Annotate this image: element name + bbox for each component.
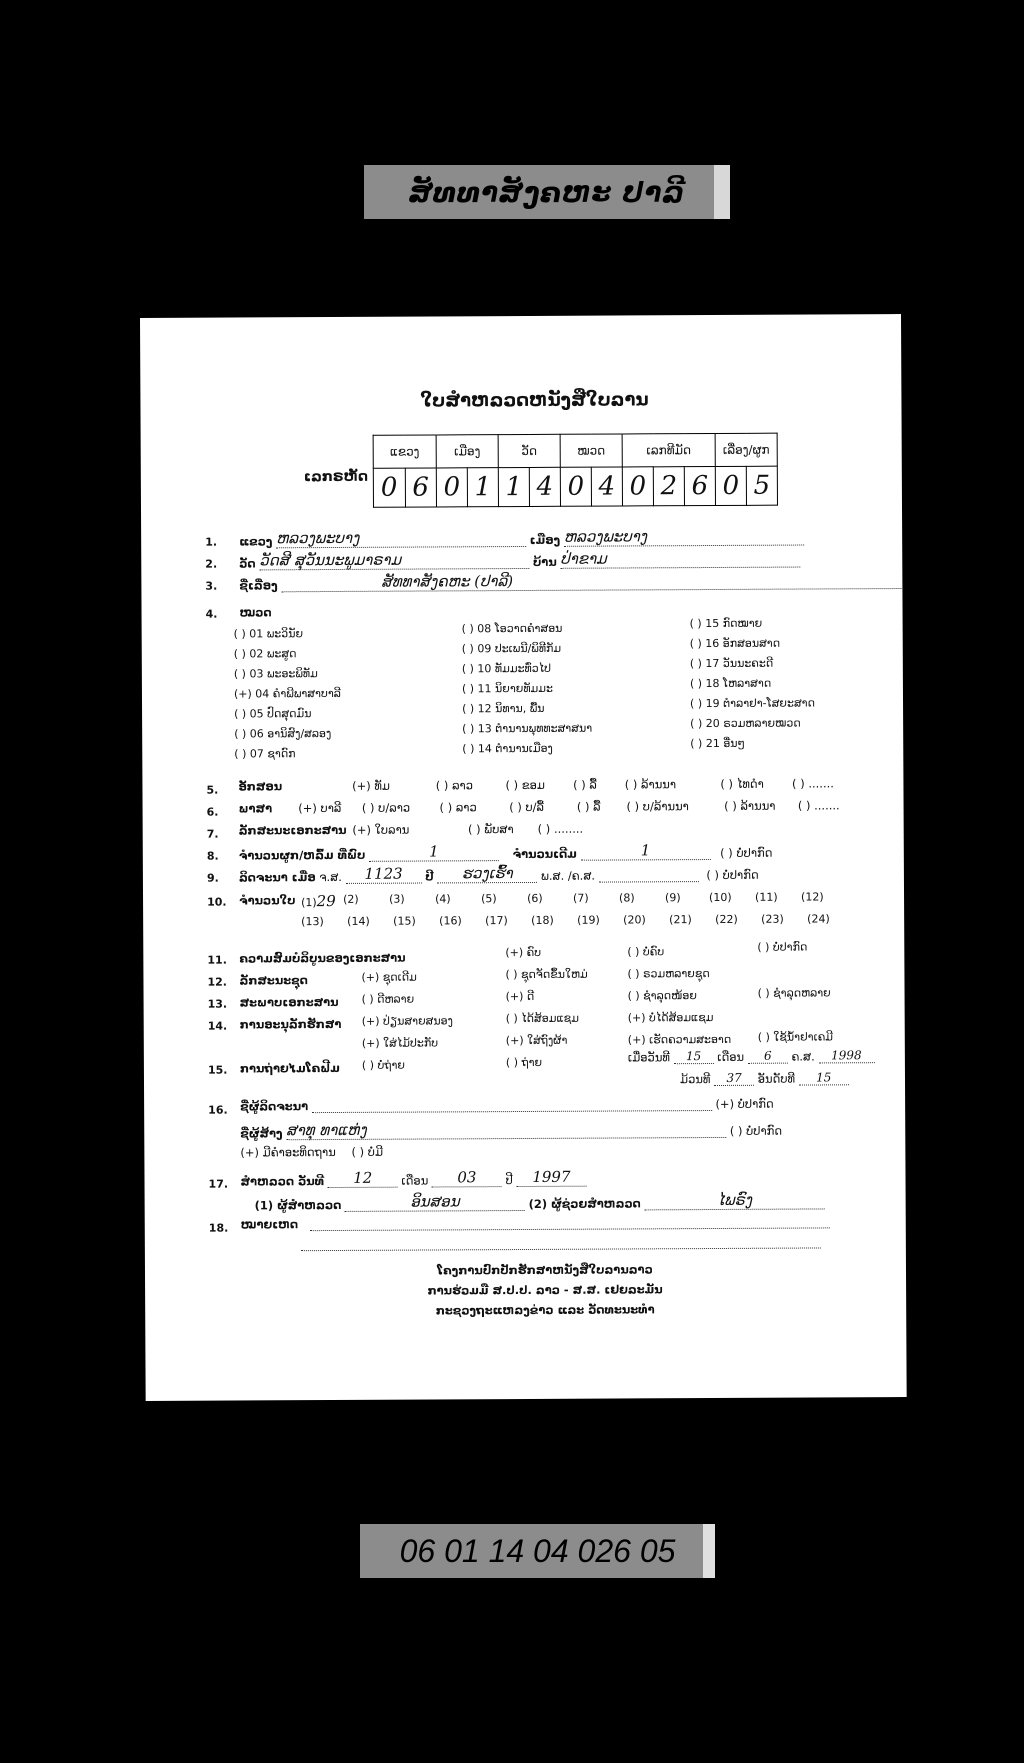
- category-option[interactable]: ( ) 03 ພະອະພິທັມ: [233, 667, 318, 681]
- conservation-option[interactable]: ( ) ໄດ້ສ້ອມແຊມ: [505, 1011, 579, 1026]
- field-material: [239, 822, 584, 838]
- field-num: 12.: [207, 975, 228, 989]
- era2-label: ພ.ສ. /ຄ.ສ.: [540, 868, 596, 883]
- code-digit: 2: [653, 467, 684, 506]
- header-bar-edge: [714, 165, 730, 219]
- code-label: ເລກຣຫັດ: [303, 468, 369, 486]
- language-option[interactable]: ( ) ລາວ: [439, 800, 477, 815]
- assistant-value: ໄພຣົງ: [644, 1190, 824, 1210]
- set-label: ລັກສະນະຊຸດ: [239, 973, 308, 988]
- category-option[interactable]: ( ) 18 ໂຫລາສາດ: [689, 676, 772, 691]
- era2-value: [599, 881, 699, 883]
- era-label: ຈ.ສ.: [319, 869, 342, 885]
- pages-slot: (17): [485, 914, 508, 928]
- scribe-unknown-option[interactable]: (+) ບໍ່ປາກົດ: [715, 1096, 774, 1111]
- field-title: [239, 570, 901, 592]
- completeness-option[interactable]: ( ) ບໍ່ປາກົດ: [757, 940, 808, 954]
- pages-slot: (12): [801, 890, 824, 904]
- surveyor-label: (1) ຜູ້ສຳຫລວດ: [254, 1197, 342, 1213]
- field-prayer: [240, 1145, 383, 1160]
- category-option[interactable]: ( ) 07 ຊາດົກ: [234, 747, 296, 761]
- conservation-label: ການອະນຸລັກຮັກສາ: [239, 1016, 342, 1032]
- form-footer: [415, 1259, 675, 1320]
- category-option[interactable]: ( ) 19 ຕຳລາຢາ-ໂສຍະສາດ: [689, 696, 815, 711]
- survey-form-sheet: [140, 314, 907, 1401]
- pages-slot: (20): [623, 913, 646, 927]
- code-col-bundle: ເລກທີມັດ: [622, 433, 715, 466]
- fascicles-value: 1: [369, 842, 499, 862]
- language-label: ພາສາ: [238, 801, 273, 816]
- code-col-district: ເມືອງ: [436, 435, 498, 468]
- survey-month: 03: [432, 1168, 502, 1187]
- pages-slot: (4): [435, 892, 451, 906]
- roll-value: 37: [714, 1071, 754, 1086]
- remarks-line: [310, 1227, 830, 1231]
- microfilm-day: 15: [674, 1049, 714, 1064]
- code-col-category: ໝວດ: [560, 434, 622, 467]
- field-sponsor: [240, 1119, 782, 1141]
- frame-value: 15: [799, 1070, 849, 1085]
- language-option[interactable]: ( ) .......: [797, 798, 840, 813]
- category-option[interactable]: ( ) 09 ປະເພນີ/ພິທີກັມ: [461, 641, 562, 656]
- year-value: 1123: [346, 865, 422, 884]
- category-option[interactable]: ( ) 11 ນິຍາຍທັມມະ: [461, 681, 553, 696]
- field-script: [238, 776, 834, 793]
- field-province: [239, 527, 804, 549]
- pages-slot: (1)29: [301, 891, 336, 911]
- category-option[interactable]: ( ) 15 ກົດໝາຍ: [689, 616, 763, 631]
- language-option[interactable]: ( ) ບ/ລ້ານນາ: [626, 799, 689, 814]
- microfilm-label: ການຖ່າຍໄມໂຄຟີມ: [239, 1060, 340, 1076]
- pages-slot: (13): [301, 915, 324, 929]
- conservation-option[interactable]: (+) ບໍ່ໄດ້ສ້ອມແຊມ: [627, 1011, 714, 1025]
- year-name-label: ປີ: [425, 869, 434, 884]
- language-option[interactable]: (+) ບາລີ: [298, 800, 342, 816]
- province-label: ແຂວງ: [239, 534, 273, 549]
- pages-slot: (18): [531, 913, 554, 927]
- footer-line: ການຮ່ວມມື ສ.ປ.ປ. ລາວ - ສ.ສ. ເຢຍລະມັນ: [427, 1282, 663, 1298]
- survey-day: 12: [328, 1169, 398, 1188]
- footer-line: ກະຊວງຖະແຫລງຂ່າວ ແລະ ວັດທະນະທຳ: [435, 1302, 655, 1318]
- pages-slot: (2): [343, 892, 359, 906]
- field-num: 1.: [205, 535, 218, 549]
- pages-slot: (9): [665, 891, 681, 905]
- field-num: 8.: [206, 849, 219, 863]
- code-digit: 4: [529, 467, 560, 506]
- field-num: 13.: [207, 997, 228, 1011]
- completeness-label: ຄວາມສົມບໍລິບູນຂອງເອກະສານ: [239, 950, 406, 966]
- sponsor-value: ສາທຸ ທາແຫ່ງ: [286, 1119, 726, 1140]
- title-label: ຊື່ເລື່ອງ: [239, 578, 278, 593]
- category-option[interactable]: ( ) 13 ຕຳນານພຸທທະສາສນາ: [462, 721, 593, 736]
- script-option[interactable]: ( ) ລ້ານນາ: [624, 777, 677, 792]
- microfilm-date: ເມື່ອວັນທີ 15 ເດືອນ 6 ຄ.ສ. 1998: [628, 1048, 875, 1064]
- header-label: ສັທທາສັງຄຫະ ປາລີ: [409, 175, 685, 209]
- script-label: ອັກສອນ: [238, 779, 283, 794]
- remarks-line-2: [301, 1234, 821, 1251]
- microfilm-month: 6: [748, 1049, 788, 1064]
- condition-option[interactable]: ( ) ຊຳລຸດໜ້ອຍ: [627, 989, 697, 1003]
- field-survey-date: ສຳຫລວດ ວັນທີ 12 ເດືອນ 03 ປີ 1997: [240, 1168, 586, 1189]
- field-num: 17.: [208, 1177, 229, 1191]
- field-num: 6.: [206, 805, 219, 819]
- field-language: [239, 798, 840, 815]
- field-num: 18.: [208, 1221, 229, 1235]
- category-option[interactable]: ( ) 05 ປົດສຸດມົນ: [234, 707, 312, 721]
- date-unknown-option[interactable]: ( ) ບໍ່ປາກົດ: [706, 867, 759, 883]
- category-option[interactable]: ( ) 12 ນິທານ, ພື້ນ: [462, 701, 545, 716]
- condition-option[interactable]: ( ) ຊຳລຸດຫລາຍ: [757, 986, 831, 1000]
- script-option[interactable]: (+) ທັມ: [352, 778, 391, 793]
- category-option[interactable]: ( ) 21 ອື່ນໆ: [690, 736, 745, 751]
- pages-slot: (21): [669, 913, 692, 927]
- title-value: ສັທທາສັງຄຫະ (ປາລີ): [281, 570, 901, 592]
- category-option[interactable]: ( ) 02 ພະສູດ: [233, 647, 297, 661]
- category-option[interactable]: (+) 04 ຄຳພີພາສາບາລີ: [233, 686, 341, 701]
- script-option[interactable]: ( ) ລື້: [573, 777, 597, 792]
- language-option[interactable]: ( ) ລ້ານນາ: [724, 798, 776, 813]
- pages-slot: (8): [619, 891, 635, 905]
- language-option[interactable]: ( ) ບ/ລາວ: [361, 800, 411, 815]
- material-option[interactable]: (+) ໃບລານ: [352, 822, 410, 837]
- code-digit-row: [373, 466, 777, 507]
- prayer-option[interactable]: (+) ມີຄຳອະທິດຖານ: [240, 1144, 336, 1160]
- category-option[interactable]: ( ) 17 ວັນນະຄະດີ: [689, 656, 774, 671]
- microfilm-roll: ມ້ວນທີ 37 ອັນດັບທີ 15: [680, 1070, 849, 1086]
- field-num: 2.: [205, 557, 218, 571]
- field-surveyors: [255, 1190, 825, 1212]
- field-num: 9.: [206, 871, 219, 885]
- completeness-option[interactable]: ( ) ບໍ່ຄົບ: [627, 945, 665, 959]
- set-option[interactable]: (+) ຊຸດເດີມ: [361, 970, 417, 984]
- survey-year: 1997: [516, 1168, 586, 1187]
- surveyor-value: ອິນສອນ: [345, 1192, 525, 1212]
- field-num: 5.: [206, 783, 219, 797]
- conservation-option[interactable]: (+) ໃສ່ຖົງຜ້າ: [505, 1033, 568, 1048]
- pages-slot: (6): [527, 891, 543, 905]
- code-digit: 0: [715, 466, 746, 505]
- language-option[interactable]: ( ) ລື້: [576, 799, 601, 814]
- field-date: [239, 863, 759, 885]
- fascicles-label: ຈຳນວນຜູກ/ຫລົ້ມ ທີ່ພົບ: [238, 847, 366, 863]
- pages-slot: (10): [709, 890, 732, 905]
- script-option[interactable]: ( ) .......: [792, 776, 834, 791]
- bottom-code-label: 06 01 14 04 026 05: [399, 1532, 676, 1569]
- condition-option[interactable]: (+) ດີ: [505, 989, 535, 1004]
- year-name-value: ຮວງເຮົ້າ: [437, 864, 537, 884]
- field-num: 4.: [205, 607, 218, 621]
- scribe-value: [312, 1110, 712, 1113]
- sponsor-label: ຊື່ຜູ້ສ້າງ: [240, 1126, 283, 1141]
- village-label: ບ້ານ: [532, 554, 557, 569]
- code-digit: 5: [746, 466, 777, 505]
- pages-slot: (16): [439, 914, 462, 928]
- bottom-bar-edge: [703, 1524, 715, 1578]
- province-value: ຫລວງພະບາງ: [276, 528, 526, 548]
- completeness-option[interactable]: (+) ຄົບ: [505, 945, 542, 960]
- sponsor-unknown-option[interactable]: ( ) ບໍ່ປາກົດ: [729, 1123, 783, 1138]
- header-label-bar: [364, 165, 730, 219]
- condition-label: ສະພາບເອກະສານ: [239, 994, 339, 1010]
- code-digit: 6: [405, 468, 437, 507]
- footer-line: ໂຄງການປົກປັກຮັກສາຫນັງສືໃບລານລາວ: [437, 1262, 653, 1278]
- form-title: ໃບສຳຫລວດຫນັງສືໃບລານ: [420, 389, 649, 412]
- field-num: 14.: [207, 1019, 228, 1033]
- conservation-option[interactable]: (+) ໃສ່ໄມ້ປະກັບ: [361, 1036, 439, 1050]
- category-option[interactable]: ( ) 06 ອານິສົງ/ສລອງ: [234, 727, 332, 741]
- code-digit: 0: [622, 467, 653, 506]
- temple-value: ວັດສີ ສຸວັນນະພູມາຣາມ: [259, 550, 529, 570]
- field-remarks: [241, 1214, 830, 1231]
- material-label: ລັກສະນະເອກະສານ: [238, 822, 347, 838]
- code-table: [373, 433, 778, 508]
- script-option[interactable]: ( ) ໄທດຳ: [720, 776, 764, 791]
- district-label: ເມືອງ: [529, 532, 561, 547]
- code-col-province: ແຂວງ: [373, 435, 436, 468]
- category-option[interactable]: ( ) 08 ໂອວາດຄຳສອນ: [461, 621, 563, 636]
- category-option[interactable]: ( ) 20 ຣວມຫລາຍໝວດ: [690, 716, 801, 731]
- assistant-label: (2) ຜູ້ຊ່ວຍສຳຫລວດ: [528, 1196, 641, 1211]
- scribe-label: ຊື່ຜູ້ລິດຈະນາ: [240, 1099, 309, 1114]
- written-label: ລິດຈະນາ ເມື່ອ: [238, 870, 316, 885]
- code-digit: 0: [560, 467, 591, 506]
- pages-slot: (22): [715, 912, 738, 926]
- language-option[interactable]: ( ) ບ/ລື້: [509, 799, 545, 815]
- field-num: 16.: [208, 1103, 228, 1117]
- pages-slot: (14): [347, 914, 370, 928]
- code-digit: 6: [684, 466, 715, 505]
- conservation-option[interactable]: (+) ປ່ຽນສາຍສນອງ: [361, 1014, 453, 1028]
- field-num: 15.: [207, 1063, 228, 1077]
- pages-slot: (3): [389, 892, 405, 906]
- code-digit: 0: [373, 468, 405, 507]
- category-option[interactable]: ( ) 14 ຕຳນານເມືອງ: [462, 741, 553, 756]
- set-option[interactable]: ( ) ຊຸດຈັດຂຶ້ນໃຫມ່: [505, 967, 588, 982]
- code-digit: 0: [436, 468, 467, 507]
- bottom-code-bar: [360, 1524, 715, 1578]
- original-value: 1: [580, 841, 710, 861]
- category-option[interactable]: ( ) 01 ພະວິນັຍ: [233, 627, 304, 641]
- field-num: 7.: [206, 827, 219, 841]
- microfilm-option[interactable]: ( ) ຖ່າຍ: [505, 1055, 543, 1070]
- code-digit: 1: [467, 468, 498, 507]
- category-option[interactable]: ( ) 10 ທັມມະທົ່ວໄປ: [461, 661, 551, 676]
- code-col-fascicle: ເລື່ອງ/ຜູກ: [715, 433, 777, 466]
- category-option[interactable]: ( ) 16 ອັກສອນສາດ: [689, 636, 781, 651]
- remarks-label: ໝາຍເຫດ: [240, 1217, 299, 1232]
- pages-slot: (23): [761, 912, 784, 926]
- material-option[interactable]: ( ) ........: [537, 821, 584, 836]
- field-fascicles: [239, 841, 773, 863]
- pages-label: ຈຳນວນໃບ: [239, 893, 296, 908]
- field-num: 11.: [207, 953, 227, 967]
- condition-option[interactable]: ( ) ດີຫລາຍ: [361, 992, 415, 1006]
- pages-slot: (19): [577, 913, 600, 927]
- code-col-temple: ວັດ: [498, 434, 560, 467]
- code-digit: 4: [591, 467, 622, 506]
- script-option[interactable]: ( ) ຂອມ: [505, 777, 545, 793]
- code-header-row: [373, 433, 777, 468]
- temple-label: ວັດ: [239, 556, 256, 571]
- category-label: ໝວດ: [239, 605, 272, 620]
- village-value: ປ່າຂາມ: [560, 549, 800, 569]
- pages-slot: (5): [481, 892, 497, 906]
- material-option[interactable]: ( ) ພັບສາ: [467, 822, 514, 837]
- conservation-option[interactable]: ( ) ໃຊ້ນ້ຳຢາເຄມີ: [757, 1030, 834, 1044]
- pages-slot: (7): [573, 891, 589, 905]
- remarks-line: [301, 1247, 821, 1251]
- field-scribe: [240, 1097, 774, 1114]
- pages-slot: (15): [393, 914, 416, 928]
- fascicles-unknown-option[interactable]: ( ) ບໍ່ປາກົດ: [720, 845, 773, 860]
- field-num: 10.: [207, 895, 227, 909]
- field-num: 3.: [205, 579, 218, 593]
- field-temple: [239, 549, 800, 571]
- no-prayer-option[interactable]: ( ) ບໍ່ມີ: [351, 1144, 384, 1159]
- microfilm-option[interactable]: ( ) ບໍ່ຖ່າຍ: [361, 1058, 405, 1072]
- conservation-option[interactable]: (+) ເຮັດຄວາມສະອາດ: [627, 1032, 732, 1047]
- survey-date-label: ສຳຫລວດ ວັນທີ: [240, 1174, 325, 1189]
- set-option[interactable]: ( ) ຣວມຫລາຍຊຸດ: [627, 967, 710, 981]
- pages-value: 29: [316, 891, 336, 911]
- district-value: ຫລວງພະບາງ: [564, 527, 804, 547]
- script-option[interactable]: ( ) ລາວ: [435, 778, 474, 793]
- pages-slot: (11): [755, 890, 778, 904]
- code-digit: 1: [498, 467, 529, 506]
- microfilm-year: 1998: [818, 1048, 874, 1063]
- original-label: ຈຳນວນເດີມ: [512, 846, 577, 862]
- pages-slot: (24): [807, 912, 830, 926]
